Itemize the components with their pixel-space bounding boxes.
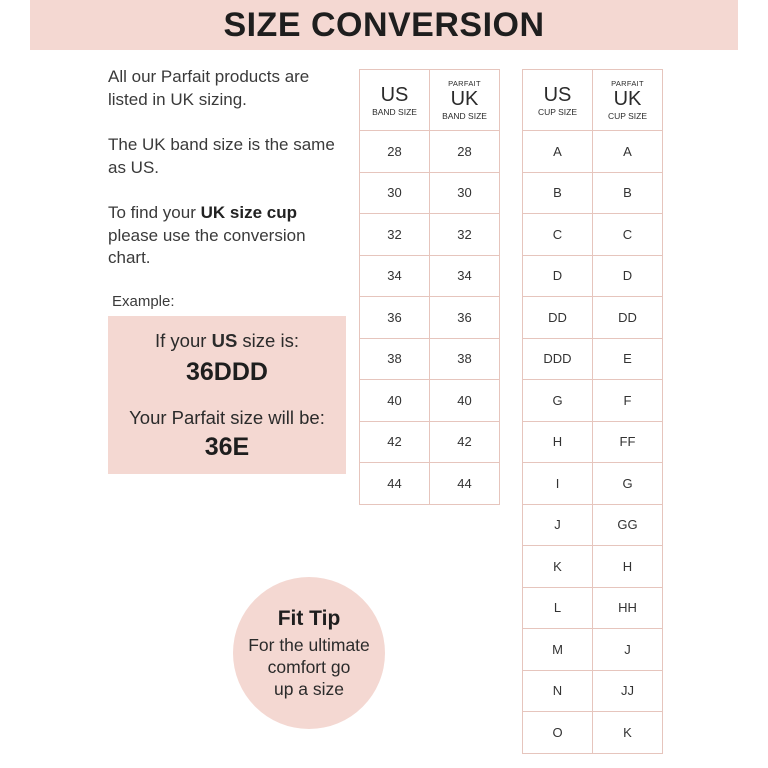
band-size-table (359, 69, 500, 505)
band-table-us-cell: 30 (360, 172, 430, 214)
cup-table-uk-cell: GG (593, 504, 663, 546)
example-label: Example: (112, 293, 175, 310)
cup-table-us-cell: B (523, 172, 593, 214)
cup-table-row (523, 380, 663, 422)
cup-table-uk-cell: H (593, 546, 663, 588)
cup-table-header-row (523, 70, 663, 131)
cup-table-us-cell: I (523, 463, 593, 505)
band-table-uk-cell: 38 (430, 338, 500, 380)
cup-table-row (523, 131, 663, 173)
band-header-us-main: US (380, 84, 409, 107)
example-us-prefix: If your (155, 330, 212, 351)
cup-table-uk-cell: F (593, 380, 663, 422)
fit-tip-text (233, 634, 385, 700)
cup-table-uk-cell: C (593, 214, 663, 256)
band-table-us-cell: 40 (360, 380, 430, 422)
band-table-row (360, 297, 500, 339)
band-table-uk-cell: 30 (430, 172, 500, 214)
band-table-row (360, 255, 500, 297)
band-table-header-row (360, 70, 500, 131)
cup-table-row (523, 338, 663, 380)
example-us-size: 36DDD (186, 358, 268, 386)
example-parfait-line: Your Parfait size will be: (129, 407, 325, 428)
cup-table-uk-cell: JJ (593, 670, 663, 712)
band-header-us-sub: BAND SIZE (372, 107, 417, 118)
cup-table-uk-cell: B (593, 172, 663, 214)
cup-table-row (523, 670, 663, 712)
intro-paragraph-uk-sizing: All our Parfait products are listed in UK sizing. (108, 67, 310, 109)
band-table-us-cell: 42 (360, 421, 430, 463)
band-table-row (360, 214, 500, 256)
cup-table-us-cell: O (523, 712, 593, 754)
band-table-row (360, 463, 500, 505)
band-table-us-cell: 38 (360, 338, 430, 380)
band-table-uk-cell: 42 (430, 421, 500, 463)
cup-table-us-cell: DD (523, 297, 593, 339)
cup-table-uk-cell: J (593, 629, 663, 671)
band-table-us-cell: 36 (360, 297, 430, 339)
intro-paragraph-conversion (108, 202, 348, 270)
cup-table-us-cell: H (523, 421, 593, 463)
cup-header-uk-main: UK (613, 87, 642, 110)
cup-table-us-cell: L (523, 587, 593, 629)
intro-paragraph-band-size: The UK band size is the same as US. (108, 135, 335, 177)
cup-table-row (523, 172, 663, 214)
cup-table-row (523, 546, 663, 588)
cup-table-row (523, 629, 663, 671)
cup-table-us-cell: G (523, 380, 593, 422)
band-header-uk-sub: BAND SIZE (442, 110, 487, 121)
fit-tip-title: Fit Tip (277, 607, 341, 630)
band-table-header-us (360, 70, 430, 131)
example-us-suffix: size is: (237, 330, 299, 351)
band-table-us-cell: 44 (360, 463, 430, 505)
band-table-us-cell: 28 (360, 131, 430, 173)
example-parfait-size: 36E (204, 433, 250, 461)
band-header-uk-main: UK (450, 87, 479, 110)
cup-table-uk-cell: G (593, 463, 663, 505)
cup-table-uk-cell: A (593, 131, 663, 173)
band-header-uk-top: PARFAIT (448, 79, 481, 88)
band-table-uk-cell: 34 (430, 255, 500, 297)
band-table-us-cell: 32 (360, 214, 430, 256)
cup-table-row (523, 587, 663, 629)
cup-table-us-cell: J (523, 504, 593, 546)
band-table-header-uk (430, 70, 500, 131)
band-table-row (360, 172, 500, 214)
cup-table-row (523, 297, 663, 339)
cup-table-us-cell: N (523, 670, 593, 712)
cup-table-row (523, 712, 663, 754)
header-banner (30, 0, 738, 50)
cup-header-us-main: US (543, 84, 572, 107)
cup-table-header-uk (593, 70, 663, 131)
cup-table-row (523, 504, 663, 546)
cup-size-table (522, 69, 663, 754)
cup-table-us-cell: K (523, 546, 593, 588)
cup-table-uk-cell: DD (593, 297, 663, 339)
cup-table-uk-cell: FF (593, 421, 663, 463)
intro-conversion-prefix: To find your (108, 203, 201, 222)
cup-table-us-cell: M (523, 629, 593, 671)
band-table-row (360, 131, 500, 173)
cup-header-uk-sub: CUP SIZE (607, 110, 648, 121)
cup-table-uk-cell: HH (593, 587, 663, 629)
band-table-uk-cell: 44 (430, 463, 500, 505)
cup-table-uk-cell: E (593, 338, 663, 380)
cup-table-uk-cell: K (593, 712, 663, 754)
example-box (108, 316, 346, 474)
band-table-uk-cell: 40 (430, 380, 500, 422)
band-table-uk-cell: 28 (430, 131, 500, 173)
cup-header-uk-top: PARFAIT (611, 79, 644, 88)
cup-table-us-cell: C (523, 214, 593, 256)
band-table-row (360, 380, 500, 422)
page-title: SIZE CONVERSION (223, 5, 545, 44)
band-table-uk-cell: 36 (430, 297, 500, 339)
cup-table-row (523, 214, 663, 256)
fit-tip-circle (233, 577, 385, 729)
intro-conversion-bold: UK size cup (200, 203, 297, 222)
band-table-row (360, 421, 500, 463)
example-us-line (108, 330, 346, 352)
band-table-us-cell: 34 (360, 255, 430, 297)
cup-table-us-cell: DDD (523, 338, 593, 380)
cup-table-row (523, 255, 663, 297)
band-table-row (360, 338, 500, 380)
cup-table-row (523, 463, 663, 505)
cup-header-us-sub: CUP SIZE (537, 107, 578, 118)
fit-tip-line-3: up a size (273, 679, 345, 699)
intro-text (108, 66, 348, 293)
fit-tip-line-1: For the ultimate (248, 635, 370, 655)
intro-conversion-suffix: please use the conversion chart. (108, 225, 306, 267)
fit-tip-line-2: comfort go (267, 657, 351, 677)
example-us-bold: US (211, 330, 238, 351)
cup-table-header-us (523, 70, 593, 131)
cup-table-uk-cell: D (593, 255, 663, 297)
cup-table-us-cell: A (523, 131, 593, 173)
band-table-uk-cell: 32 (430, 214, 500, 256)
cup-table-us-cell: D (523, 255, 593, 297)
cup-table-row (523, 421, 663, 463)
